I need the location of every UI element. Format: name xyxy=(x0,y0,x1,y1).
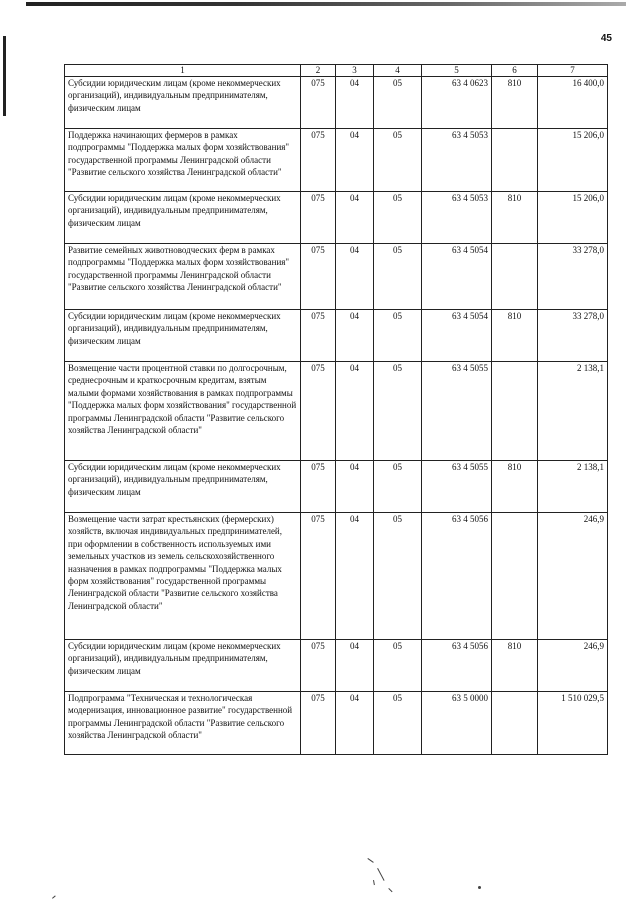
column-header: 4 xyxy=(374,65,422,77)
row-description: Субсидии юридическим лицам (кроме некоммерческих организаций), индивидуальным предпринимателям, физическим лицам xyxy=(65,310,301,362)
column-header: 3 xyxy=(336,65,374,77)
cell-target-article: 63 4 5053 xyxy=(422,192,492,244)
cell-target-article: 63 4 5056 xyxy=(422,640,492,692)
cell-ministry-code: 075 xyxy=(301,640,336,692)
cell-section: 04 xyxy=(336,244,374,310)
table-row xyxy=(65,77,608,129)
table-row xyxy=(65,129,608,192)
row-description: Подпрограмма "Техническая и технологическая модернизация, инновационное развитие" государственной программы Ленинградской области "Развитие сельского хозяйства Ленинградской области" xyxy=(65,692,301,755)
cell-ministry-code: 075 xyxy=(301,192,336,244)
table-row xyxy=(65,640,608,692)
table-row xyxy=(65,461,608,513)
cell-section: 04 xyxy=(336,192,374,244)
cell-amount: 33 278,0 xyxy=(538,310,608,362)
cell-section: 04 xyxy=(336,692,374,755)
cell-amount: 16 400,0 xyxy=(538,77,608,129)
column-header: 7 xyxy=(538,65,608,77)
column-header: 2 xyxy=(301,65,336,77)
cell-target-article: 63 4 0623 xyxy=(422,77,492,129)
cell-ministry-code: 075 xyxy=(301,461,336,513)
cell-ministry-code: 075 xyxy=(301,362,336,461)
cell-target-article: 63 4 5054 xyxy=(422,244,492,310)
cell-subsection: 05 xyxy=(374,77,422,129)
scan-speck xyxy=(52,895,56,898)
scan-speck xyxy=(377,868,384,881)
cell-subsection: 05 xyxy=(374,310,422,362)
cell-subsection: 05 xyxy=(374,461,422,513)
cell-section: 04 xyxy=(336,461,374,513)
cell-ministry-code: 075 xyxy=(301,244,336,310)
row-description: Возмещение части затрат крестьянских (фермерских) хозяйств, включая индивидуальных предпринимателей, при оформлении в собственность используемых ими земельных участков из земель сельскохозяйственного назначения в рамках подпрограммы "Поддержка малых форм хозяйствования" государственной программы Ленинградской области "Развитие сельского хозяйства Ленинградской области" xyxy=(65,513,301,640)
cell-amount: 246,9 xyxy=(538,640,608,692)
cell-subsection: 05 xyxy=(374,362,422,461)
cell-section: 04 xyxy=(336,310,374,362)
row-description: Субсидии юридическим лицам (кроме некоммерческих организаций), индивидуальным предпринимателям, физическим лицам xyxy=(65,461,301,513)
cell-expense-type xyxy=(492,129,538,192)
cell-target-article: 63 5 0000 xyxy=(422,692,492,755)
cell-subsection: 05 xyxy=(374,129,422,192)
cell-amount: 1 510 029,5 xyxy=(538,692,608,755)
cell-subsection: 05 xyxy=(374,192,422,244)
cell-section: 04 xyxy=(336,129,374,192)
table-row xyxy=(65,692,608,755)
cell-expense-type: 810 xyxy=(492,77,538,129)
cell-ministry-code: 075 xyxy=(301,77,336,129)
cell-ministry-code: 075 xyxy=(301,310,336,362)
page-number: 45 xyxy=(600,33,612,44)
cell-expense-type: 810 xyxy=(492,461,538,513)
cell-target-article: 63 4 5055 xyxy=(422,362,492,461)
cell-amount: 2 138,1 xyxy=(538,362,608,461)
column-header: 1 xyxy=(65,65,301,77)
cell-section: 04 xyxy=(336,362,374,461)
cell-ministry-code: 075 xyxy=(301,692,336,755)
budget-table xyxy=(64,64,608,755)
top-rule xyxy=(26,2,626,6)
cell-section: 04 xyxy=(336,640,374,692)
column-header: 6 xyxy=(492,65,538,77)
row-description: Субсидии юридическим лицам (кроме некоммерческих организаций), индивидуальным предпринимателям, физическим лицам xyxy=(65,640,301,692)
cell-amount: 2 138,1 xyxy=(538,461,608,513)
scan-speck xyxy=(373,880,375,885)
row-description: Субсидии юридическим лицам (кроме некоммерческих организаций), индивидуальным предпринимателям, физическим лицам xyxy=(65,77,301,129)
cell-expense-type: 810 xyxy=(492,192,538,244)
cell-target-article: 63 4 5056 xyxy=(422,513,492,640)
scan-speck xyxy=(367,858,373,863)
table-row xyxy=(65,513,608,640)
scan-edge-mark xyxy=(3,36,6,116)
cell-ministry-code: 075 xyxy=(301,129,336,192)
cell-target-article: 63 4 5055 xyxy=(422,461,492,513)
cell-expense-type xyxy=(492,513,538,640)
cell-subsection: 05 xyxy=(374,640,422,692)
cell-expense-type: 810 xyxy=(492,640,538,692)
cell-amount: 246,9 xyxy=(538,513,608,640)
row-description: Субсидии юридическим лицам (кроме некоммерческих организаций), индивидуальным предпринимателям, физическим лицам xyxy=(65,192,301,244)
table-row xyxy=(65,362,608,461)
table-row xyxy=(65,192,608,244)
cell-section: 04 xyxy=(336,77,374,129)
cell-expense-type xyxy=(492,244,538,310)
scan-speck xyxy=(478,886,481,889)
table-header-row xyxy=(65,65,608,77)
cell-amount: 15 206,0 xyxy=(538,129,608,192)
table-row xyxy=(65,310,608,362)
cell-amount: 15 206,0 xyxy=(538,192,608,244)
scan-speck xyxy=(388,888,392,892)
cell-target-article: 63 4 5054 xyxy=(422,310,492,362)
cell-subsection: 05 xyxy=(374,244,422,310)
row-description: Возмещение части процентной ставки по долгосрочным, среднесрочным и краткосрочным кредитам, взятым малыми формами хозяйствования в рамках подпрограммы "Поддержка малых форм хозяйствования" государственной программы Ленинградской области "Развитие сельского хозяйства Ленинградской области" xyxy=(65,362,301,461)
cell-subsection: 05 xyxy=(374,692,422,755)
cell-expense-type: 810 xyxy=(492,310,538,362)
column-header: 5 xyxy=(422,65,492,77)
cell-expense-type xyxy=(492,692,538,755)
row-description: Поддержка начинающих фермеров в рамках подпрограммы "Поддержка малых форм хозяйствования" государственной программы Ленинградской области "Развитие сельского хозяйства Ленинградской области" xyxy=(65,129,301,192)
cell-ministry-code: 075 xyxy=(301,513,336,640)
cell-section: 04 xyxy=(336,513,374,640)
cell-amount: 33 278,0 xyxy=(538,244,608,310)
cell-expense-type xyxy=(492,362,538,461)
cell-target-article: 63 4 5053 xyxy=(422,129,492,192)
row-description: Развитие семейных животноводческих ферм в рамках подпрограммы "Поддержка малых форм хозяйствования" государственной программы Ленинградской области "Развитие сельского хозяйства Ленинградской области" xyxy=(65,244,301,310)
cell-subsection: 05 xyxy=(374,513,422,640)
table-row xyxy=(65,244,608,310)
